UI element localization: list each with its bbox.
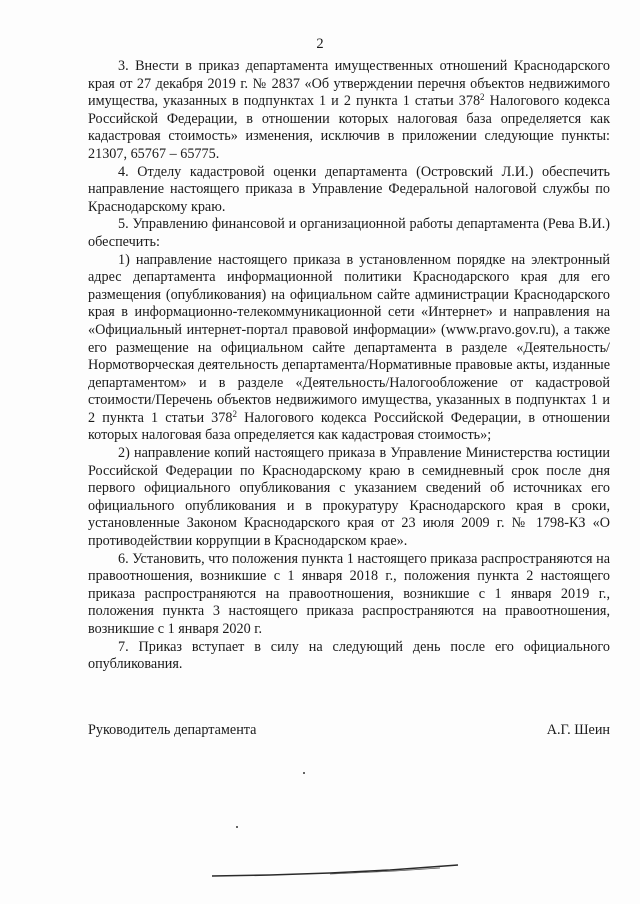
- document-body: [88, 58, 610, 674]
- paragraph-subitem-2: [88, 445, 610, 551]
- superscript: 2: [480, 92, 485, 103]
- scan-dot: [303, 772, 305, 774]
- paragraph-subitem-1: [88, 252, 610, 446]
- paragraph-item-5: [88, 216, 610, 251]
- scan-dot: [236, 826, 238, 828]
- paragraph-text: 5. Управлению финансовой и организационной работы департамента (Рева В.И.) обеспечить:: [88, 216, 610, 250]
- scan-stroke: [210, 862, 460, 880]
- paragraph-text: 7. Приказ вступает в силу на следующий день после его официального опубликования.: [88, 638, 610, 673]
- paragraph-text: Налогового кодекса Российской Федерации, в отношении которых налоговая база определяется как кадастровая стоимость»;: [88, 409, 610, 444]
- superscript: 2: [232, 408, 237, 419]
- paragraph-text: 4. Отделу кадастровой оценки департамента (Островский Л.И.) обеспечить направление настоящего приказа в Управление Федеральной налоговой службы по Краснодарскому краю.: [88, 163, 610, 215]
- paragraph-item-6: [88, 551, 610, 639]
- page-number: 2: [316, 36, 324, 52]
- signatory-name: А.Г. Шеин: [546, 722, 610, 738]
- paragraph-text: 3. Внести в приказ департамента имущественных отношений Краснодарского края от 27 декабря 2019 г. № 2837 «Об утверждении перечня объектов недвижимого имущества, указанных в подпунктах 1 и 2 пункта 1 статьи 378: [88, 58, 610, 110]
- paragraph-item-3: [88, 58, 610, 164]
- paragraph-text: 2) направление копий настоящего приказа в Управление Министерства юстиции Российской Федерации по Краснодарскому краю в семидневный срок после дня первого официального опубликования с указанием сведений об источниках его официального опубликования и в прокуратуру Краснодарского края в сроки, установленные Законом Краснодарского края от 23 июля 2009 г. № 1798-КЗ «О противодействии коррупции в Краснодарском крае».: [88, 445, 610, 550]
- signatory-title: Руководитель департамента: [88, 722, 257, 738]
- paragraph-text: 1) направление настоящего приказа в установленном порядке на электронный адрес департамента информационной политики Краснодарского края для его размещения (опубликования) на официальном сайте администрации Краснодарского края в информационно-телекоммуникационной сети «Интернет» и направления на «Официальный интернет-портал правовой информации» (www.pravo.gov.ru), а также его размещение на официальном сайте департамента в разделе «Деятельность/Нормотворческая деятельность департамента/Нормативные правовые акты, изданные департаментом» и в разделе «Деятельность/Налогообложение от кадастровой стоимости/Перечень объектов недвижимого имущества, указанных в подпунктах 1 и 2 пункта 1 статьи 378: [88, 251, 610, 426]
- paragraph-item-7: [88, 639, 610, 674]
- paragraph-text: 6. Установить, что положения пункта 1 настоящего приказа распространяются на правоотношения, возникшие с 1 января 2018 г., положения пункта 2 настоящего приказа распространяются на правоотношения, возникшие с 1 января 2019 г., положения пункта 3 настоящего приказа распространяются на правоотношения, возникшие с 1 января 2020 г.: [88, 550, 610, 637]
- paragraph-text: Налогового кодекса Российской Федерации, в отношении которых налоговая база определяется как кадастровая стоимость» изменения, исключив в приложении следующие пункты: 21307, 65767 – 65775.: [88, 93, 610, 162]
- paragraph-item-4: [88, 164, 610, 217]
